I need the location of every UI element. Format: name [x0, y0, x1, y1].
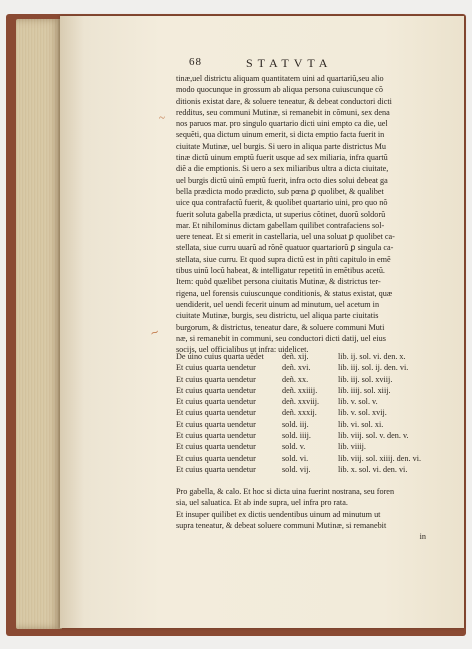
- statute-text: [176, 73, 434, 355]
- price-per-quarta: deñ. xxviij.: [282, 397, 320, 407]
- text-line: tibus uinũ locũ habeat, & intelligatur repetitũ in emẽtibus acetũ.: [176, 266, 385, 276]
- text-line: uel burgis dictũ uinũ emptũ fuerit, infra octo dies solui debeat ga: [176, 175, 388, 185]
- tax-amount: lib. iij. sol. xviij.: [338, 374, 393, 384]
- page-number: 68: [189, 56, 202, 68]
- price-per-quarta: deñ. xvi.: [282, 363, 311, 373]
- text-line: ditionis existat dare, & soluere teneatur, & debeat conductori dicti: [176, 96, 392, 106]
- text-line: nos paruos mar. pro singulo quartario dicti uini empto ca die, uel: [176, 119, 388, 129]
- schedule-row: [176, 351, 434, 362]
- ink-mark: ∼: [148, 325, 162, 341]
- price-per-quarta: deñ. xxxij.: [282, 408, 317, 418]
- text-line: mar. Et nihilominus dictam gabellam quilibet contrafaciens sol-: [176, 220, 385, 230]
- wine-description: Et cuius quarta uendetur: [176, 419, 256, 429]
- wine-description: Et cuius quarta uendetur: [176, 431, 256, 441]
- text-line: tinæ dictũ uinum emptũ fuerit usque ad sex miliaria, infra quartũ: [176, 153, 388, 163]
- text-line: uice qua contrafactũ fuerit, & quolibet quartario uini, pro quo nõ: [176, 198, 388, 208]
- schedule-row: [176, 362, 434, 373]
- text-line: burgorum, & districtus, teneatur dare, & soluere communi Muti: [176, 322, 385, 332]
- schedule-row: [176, 396, 434, 407]
- text-line: redditus, seu communi Mutinæ, si remanebit in cõmuni, sex dena: [176, 107, 390, 117]
- tax-amount: lib. v. sol. v.: [338, 397, 378, 407]
- tax-amount: lib. iij. sol. ij. den. vi.: [338, 363, 409, 373]
- tax-amount: lib. iiij. sol. xiij.: [338, 385, 391, 395]
- wine-description: Et cuius quarta uendetur: [176, 363, 256, 373]
- text-line: ciuitate Mutinæ, burgis, seu districtu, uel aliqua parte ciuitatis: [176, 311, 379, 321]
- wine-description: Et cuius quarta uendetur: [176, 408, 256, 418]
- price-per-quarta: deñ. xij.: [282, 352, 309, 361]
- running-title: STATVTA: [246, 56, 333, 70]
- text-line: ciuitate Mutinæ, uel burgis. Si uero in aliqua parte districtus Mu: [176, 141, 386, 151]
- tax-amount: lib. viij. sol. xiiij. den. vi.: [338, 453, 422, 463]
- price-per-quarta: sold. vij.: [282, 464, 311, 474]
- schedule-row: [176, 374, 434, 385]
- text-line: Et insuper quilibet ex dictis uendentibus uinum ad minutum ut: [176, 509, 381, 519]
- closing-text: [176, 486, 434, 542]
- wine-description: De uino cuius quarta uẽdet: [176, 352, 264, 361]
- catchword: in: [419, 532, 426, 542]
- tax-amount: lib. viij. sol. v. den. v.: [338, 431, 409, 441]
- text-line: næ, si remanebit in communi, seu conductori dicti datij, uel eius: [176, 333, 386, 343]
- text-line: tinæ,uel districtu aliquam quantitatem uini ad quartariũ,seu alio: [176, 74, 384, 83]
- price-per-quarta: sold. v.: [282, 442, 306, 452]
- text-line: supra teneatur, & debeat soluere communi Mutinæ, si remanebit: [176, 520, 387, 530]
- text-line: uere teneat. Et si emerit in castellaria, uel una soluat ꝑ quolibet ca-: [176, 232, 395, 242]
- text-line: socijs, uel officialibus ut infra: uidelicet.: [176, 345, 309, 355]
- wine-description: Et cuius quarta uendetur: [176, 385, 256, 395]
- text-line: uendiderit, uel uendi fecerit uinum ad minutum, uel acetum in: [176, 299, 380, 309]
- schedule-row: [176, 419, 434, 430]
- schedule-row: [176, 464, 434, 475]
- text-line: stellata, siue curru uuarũ ad rõnẽ quatuor quartariorũ ꝑ singula ca-: [176, 243, 394, 253]
- text-line: Item: quòd quælibet persona ciuitatis Mutinæ, & districtus ter-: [176, 277, 381, 287]
- text-line: sia, uel saluatica. Et ab inde supra, uel infra pro rata.: [176, 498, 348, 508]
- tax-amount: lib. x. sol. vi. den. vi.: [338, 464, 408, 474]
- text-line: Pro gabella, & calo. Et hoc si dicta uina fuerint nostrana, seu foren: [176, 487, 395, 496]
- schedule-row: [176, 407, 434, 418]
- price-per-quarta: deñ. xx.: [282, 374, 309, 384]
- text-line: diẽ a die emptionis. Si uero a sex miliaribus ultra a dicta ciuitate,: [176, 164, 389, 174]
- tax-amount: lib. vi. sol. xi.: [338, 419, 384, 429]
- wine-description: Et cuius quarta uendetur: [176, 397, 256, 407]
- tax-amount: lib. viiij.: [338, 442, 366, 452]
- text-line: fuerit soluta gabella prædicta, ut superius cõtinet, duorũ soldorũ: [176, 209, 386, 219]
- tax-amount: lib. v. sol. xvij.: [338, 408, 387, 418]
- text-line: rigena, uel forensis cuiuscunque conditionis, & status existat, quæ: [176, 288, 393, 298]
- schedule-row: [176, 453, 434, 464]
- text-line: bella prædicta modo prædicto, sub pœna ꝑ quolibet, & qualibet: [176, 186, 384, 196]
- wine-description: Et cuius quarta uendetur: [176, 442, 256, 452]
- wine-description: Et cuius quarta uendetur: [176, 374, 256, 384]
- schedule-row: [176, 385, 434, 396]
- price-per-quarta: deñ. xxiiij.: [282, 385, 318, 395]
- price-per-quarta: sold. iij.: [282, 419, 309, 429]
- price-per-quarta: sold. vi.: [282, 453, 309, 463]
- schedule-row: [176, 441, 434, 452]
- page-edges: [16, 19, 62, 629]
- tax-schedule: [176, 351, 434, 475]
- text-line: stellata, siue curru. Et quod supra dictũ est in pñti capitulo in emẽ: [176, 254, 391, 264]
- tax-amount: lib. ij. sol. vi. den. x.: [338, 352, 406, 361]
- schedule-row: [176, 430, 434, 441]
- price-per-quarta: sold. iiij.: [282, 431, 311, 441]
- wine-description: Et cuius quarta uendetur: [176, 453, 256, 463]
- ink-mark: ~: [159, 112, 165, 124]
- text-line: modo quocunque in grossum ab aliqua persona cuiuscunque cõ: [176, 85, 383, 95]
- wine-description: Et cuius quarta uendetur: [176, 464, 256, 474]
- text-line: sequẽti, qua dictum uinum emerit, si dicta emptio facta fuerit in: [176, 130, 385, 140]
